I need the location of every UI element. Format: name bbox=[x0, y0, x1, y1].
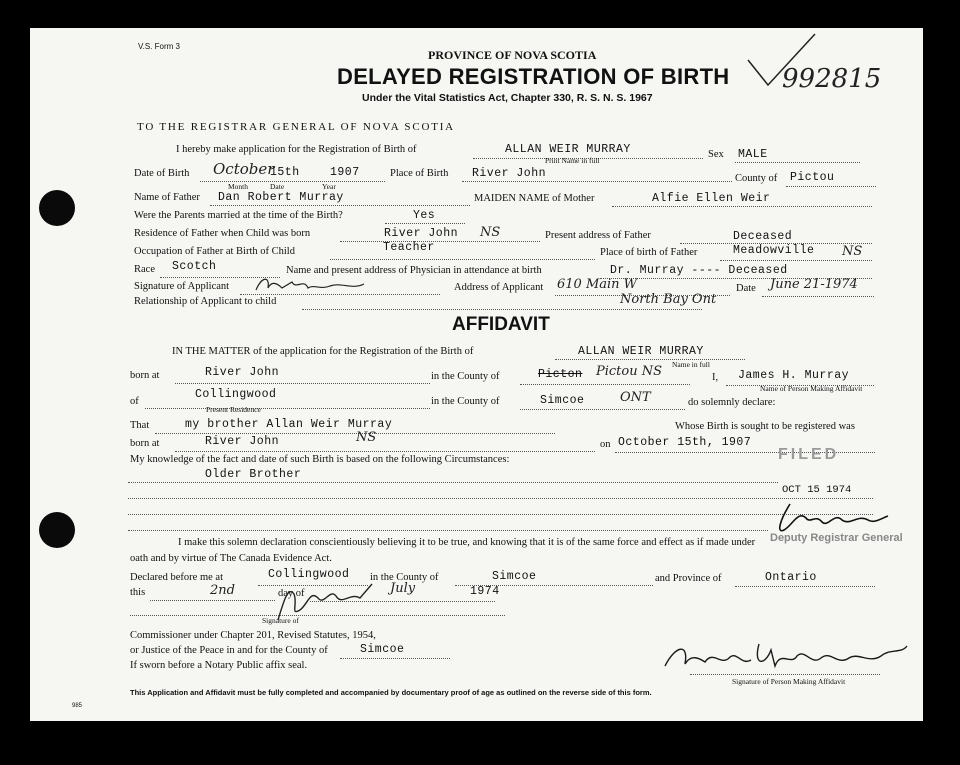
residence-value: River John bbox=[384, 227, 459, 240]
commissioner-line-2: or Justice of the Peace in and for the County of bbox=[130, 645, 328, 656]
relationship-label: Relationship of Applicant to child bbox=[134, 296, 277, 307]
signature-label: Signature of Applicant bbox=[134, 281, 230, 292]
date-hand: June 21-1974 bbox=[770, 277, 858, 292]
residence-note: Present Residence bbox=[206, 405, 261, 414]
place-value: River John bbox=[472, 167, 547, 180]
occupation-value: Teacher bbox=[383, 241, 435, 254]
that-label: That bbox=[130, 420, 150, 431]
father-birth-hand: NS bbox=[842, 244, 863, 259]
check-mark bbox=[740, 30, 820, 90]
footer-code: 985 bbox=[72, 703, 83, 709]
filed-stamp: FILED bbox=[778, 446, 840, 463]
name-note: Name in full bbox=[672, 360, 710, 369]
applicant-signature bbox=[252, 274, 372, 296]
county-label-2: in the County of bbox=[431, 371, 500, 382]
birth-date-value: October 15th, 1907 bbox=[618, 436, 752, 449]
declare-label: do solemnly declare: bbox=[688, 397, 776, 408]
province-value: Ontario bbox=[765, 571, 817, 584]
born-at-hand-2: NS bbox=[356, 430, 377, 445]
on-label: on bbox=[600, 439, 611, 450]
present-address-value: Deceased bbox=[733, 230, 793, 243]
residence-hand: NS bbox=[480, 225, 501, 240]
day-hand: 2nd bbox=[210, 583, 235, 598]
dob-month: October bbox=[213, 160, 275, 178]
dob-year: 1907 bbox=[330, 166, 360, 179]
affidavit-title: AFFIDAVIT bbox=[452, 314, 550, 335]
occupation-label: Occupation of Father at Birth of Child bbox=[134, 246, 295, 257]
father-birth-value: Meadowville bbox=[733, 244, 815, 257]
declared-year: 1974 bbox=[470, 585, 500, 598]
born-at-value-2: River John bbox=[205, 435, 280, 448]
declaration-line-1: I make this solemn declaration conscientiously believing it to be true, and knowing that it is of the same force and effect as if made under bbox=[178, 537, 756, 548]
county-label: County of bbox=[735, 173, 778, 184]
circumstance-value: Older Brother bbox=[205, 468, 302, 481]
punch-hole bbox=[39, 512, 75, 548]
print-name-note: Print Name in full bbox=[545, 156, 600, 165]
form-title: DELAYED REGISTRATION OF BIRTH bbox=[337, 64, 730, 89]
this-label: this bbox=[130, 587, 146, 598]
form-subtitle: Under the Vital Statistics Act, Chapter 330, R. S. N. S. 1967 bbox=[362, 92, 653, 104]
sex-label: Sex bbox=[708, 149, 724, 160]
born-at-value: River John bbox=[205, 366, 280, 379]
born-at-label-2: born at bbox=[130, 438, 160, 449]
county-hand-2: Pictou NS bbox=[596, 364, 663, 379]
father-label: Name of Father bbox=[134, 192, 200, 203]
dob-day: 15th bbox=[270, 166, 300, 179]
registrar-stamp: Deputy Registrar General bbox=[770, 532, 903, 544]
county-label-4: in the County of bbox=[370, 572, 439, 583]
day-of-label: day of bbox=[278, 588, 305, 599]
physician-label: Name and present address of Physician in attendance at birth bbox=[286, 265, 542, 276]
father-value: Dan Robert Murray bbox=[218, 191, 344, 204]
declaration-line-2: oath and by virtue of The Canada Evidence Act. bbox=[130, 553, 332, 564]
county-label-3: in the County of bbox=[431, 396, 500, 407]
mother-label: MAIDEN NAME of Mother bbox=[474, 193, 595, 204]
county-value-2: Picton bbox=[538, 368, 583, 381]
county-hand-3: ONT bbox=[620, 390, 651, 405]
county-value: Pictou bbox=[790, 171, 835, 184]
i-label: I, bbox=[712, 372, 719, 383]
affiant-note: Name of Person Making Affidavit bbox=[760, 384, 863, 393]
address-hand: 610 Main W bbox=[557, 277, 638, 292]
sex-value: MALE bbox=[738, 148, 768, 161]
relationship-hand: North Bay Ont bbox=[620, 292, 717, 307]
born-at-label: born at bbox=[130, 370, 160, 381]
knowledge-label: My knowledge of the fact and date of such Birth is based on the following Circumstances: bbox=[130, 454, 510, 465]
matter-label: IN THE MATTER of the application for the Registration of the Birth of bbox=[172, 346, 474, 357]
year-note: Year bbox=[322, 182, 336, 191]
child-name: ALLAN WEIR MURRAY bbox=[505, 143, 631, 156]
declared-place: Collingwood bbox=[268, 568, 350, 581]
married-label: Were the Parents married at the time of the Birth? bbox=[134, 210, 343, 221]
affiant-signature-label: Signature of Person Making Affidavit bbox=[732, 677, 846, 686]
commissioner-line-1: Commissioner under Chapter 201, Revised Statutes, 1954, bbox=[130, 630, 376, 641]
stamp-date: OCT 15 1974 bbox=[782, 484, 852, 496]
province-heading: PROVINCE OF NOVA SCOTIA bbox=[428, 48, 597, 62]
county-value-3: Simcoe bbox=[540, 394, 585, 407]
whose-birth-label: Whose Birth is sought to be registered was bbox=[675, 421, 855, 432]
address-label: Address of Applicant bbox=[454, 282, 544, 293]
commissioner-county: Simcoe bbox=[360, 643, 405, 656]
file-number: 992815 bbox=[782, 64, 882, 94]
affidavit-name: ALLAN WEIR MURRAY bbox=[578, 345, 704, 358]
residence-label: Residence of Father when Child was born bbox=[134, 228, 311, 239]
declared-label: Declared before me at bbox=[130, 572, 223, 583]
date-label: Date bbox=[736, 283, 756, 294]
signature-of-label: Signature of bbox=[262, 616, 299, 625]
addressee: TO THE REGISTRAR GENERAL OF NOVA SCOTIA bbox=[137, 121, 455, 133]
race-value: Scotch bbox=[172, 260, 217, 273]
dob-label: Date of Birth bbox=[134, 168, 190, 179]
punch-hole bbox=[39, 190, 75, 226]
race-label: Race bbox=[134, 264, 155, 275]
month-note: Month bbox=[228, 182, 249, 191]
date-note: Date bbox=[270, 182, 285, 191]
place-label: Place of Birth bbox=[390, 168, 449, 179]
mother-value: Alfie Ellen Weir bbox=[652, 192, 771, 205]
intro-label: I hereby make application for the Registration of Birth of bbox=[176, 144, 417, 155]
of-label: of bbox=[130, 396, 139, 407]
married-value: Yes bbox=[413, 209, 436, 222]
province-label: and Province of bbox=[655, 573, 722, 584]
county-value-4: Simcoe bbox=[492, 570, 537, 583]
present-address-label: Present address of Father bbox=[545, 230, 651, 241]
physician-value: Dr. Murray ---- Deceased bbox=[610, 264, 788, 277]
notary-note: If sworn before a Notary Public affix seal. bbox=[130, 660, 308, 671]
relation-value: my brother Allan Weir Murray bbox=[185, 418, 393, 431]
month-hand: July bbox=[390, 581, 416, 596]
footer-note: This Application and Affidavit must be fully completed and accompanied by documentary proof of age as outlined on the reverse side of this form. bbox=[130, 688, 652, 697]
father-birth-label: Place of birth of Father bbox=[600, 247, 698, 258]
affiant-name: James H. Murray bbox=[738, 369, 850, 382]
affiant-residence: Collingwood bbox=[195, 388, 277, 401]
form-number: V.S. Form 3 bbox=[138, 42, 180, 51]
